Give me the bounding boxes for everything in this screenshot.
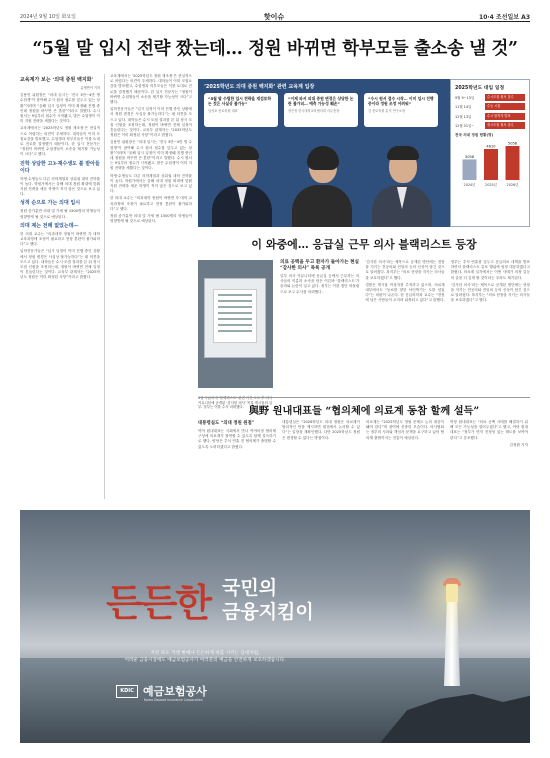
center-paragraph: 교육계에서는 ‘2025학년도 정원 재조정’은 현실적으로 어렵다는 의견이 우세하다. 대학들이 이미 모집요강을 발표했고, 수험생과 학부모들은 이를 토대로 진로를 결정했기 때문이다. 한 입시 전문가는 “정원이 바뀌면 수험생들이 소송을 제기할 가능성이 크다”고 했다. — [110, 74, 192, 105]
quota-year-label: 2025년 — [485, 183, 497, 188]
ad-small-line: 어려운 금융시장에도 예금보험공사가 여러분의 예금을 안전하게 보호하겠습니다. — [124, 658, 286, 663]
quota-bar — [463, 160, 477, 181]
photo-caption: 1일 구급차에 ‘블랙리스트’ 관련 사진 보도 후 의사 커뮤니티에 공개된 ‘감사한 의사’ 목록 게시물의 일부. 정부는 이를 수사 의뢰했다. — [198, 396, 273, 410]
left-lead-title: 교육계가 보는 ‘의대 증원 백지화’ — [20, 77, 94, 83]
left-paragraph: 김용민 위원장은 “의대 입시는 ‘전국 3만~4만 명 수험생’이 참여해 수시 원서 접수를 앞두고 있는 상황”이라며 “올해 입시 일정이 이미 확정돼 진행 중인데 정원을 바꾸면 큰 혼란”이라고 말했다. 수시 원서는 9일부터 접수가 시작됐고, 많은 수험생이 이미 지원 전략을 세웠다는 것이다. — [20, 93, 100, 124]
quote-text: “수시 원서 접수 시작… 이미 입시 진행 중이라 정원 조정 어려워” — [368, 96, 434, 106]
quote-speaker: 임성호 종로학원 대표 — [208, 109, 238, 113]
kdic-logo-mark: KDIC — [116, 685, 138, 698]
third-headline: 與野 원내대표들 “협의체에 의료계 동참 할께 설득” — [248, 405, 480, 417]
schedule-row — [455, 103, 525, 110]
ad-copy-line: 국민의 — [222, 577, 278, 599]
quote-bubble — [284, 93, 358, 127]
article-paragraph: 일부 의사 커뮤니티에 응급실 등에서 근무하는 의사들의 이름과 소속을 담은 이른바 ‘블랙리스트’가 올라와 논란이 일고 있다. 정부는 이를 집단 따돌림으로 보고 수사를 의뢰했다. — [280, 274, 360, 294]
article-column — [282, 420, 360, 502]
quota-value-label: 4610 — [486, 144, 496, 149]
left-byline: 유생연이 기자 — [80, 86, 100, 90]
article-column — [280, 260, 359, 392]
article-title: 의료 공백을 두고 환자가 돌아가는 현실 “감사한 의사” 목록 공개 — [280, 260, 359, 271]
center-paragraph: 정원 증가분만 의대 및 가세 될 1500명의 학생들이 영향받게 될 것으로 예상된다. — [110, 214, 192, 224]
schedule-event: 수능 시험 — [485, 103, 525, 110]
page-header — [20, 10, 530, 22]
quote-text: “5월 말 수립한 입시 전략을 재검토하는 것은 사실상 불가능” — [208, 96, 272, 106]
article-paragraph: 여야 원내대표는 국회에서 만나 여야의정 협의체 구성에 의료계가 참여할 수 있도록 함께 설득하기로 했다. 양당은 추석 연휴 전 협의체가 출범할 수 있도록 노력하겠다고 밝혔다. — [198, 429, 276, 449]
left-paragraph: 정원 증가분만 의대 및 가세 될 1500명의 학생들이 영향받게 될 것으로 예상된다. — [20, 209, 100, 219]
article-byline: 김정환 기자 — [509, 442, 528, 447]
left-subhead: 의대 제는 전례 없었는데— — [20, 222, 79, 229]
section-name: 핫이슈 — [263, 13, 285, 21]
ad-copy-line: 금융지킴이 — [222, 601, 314, 623]
schedule-row — [455, 122, 525, 129]
ad-handwritten-text: 든든한 — [106, 580, 211, 625]
kdic-logo-name: 예금보험공사 — [143, 685, 207, 698]
quote-speaker: 김 종로학원 분석 연구소장 — [368, 109, 405, 113]
second-headline: 이 와중에… 응급실 근무 의사 블랙리스트 등장 — [251, 238, 477, 251]
page-info: 10·4 조선일보 A3 — [479, 14, 530, 21]
issue-date: 2024년 9월 10일 화요일 — [20, 14, 77, 20]
article-column — [198, 420, 276, 502]
left-paragraph: 학생·수생들도 다른 의학계열과 상위권 대학 진학률이 높다. 학원가에서는 올해 의대 정원 확대에 맞춰 지원 전략을 세운 학생이 적지 않은 것으로 보고 있다. — [20, 176, 100, 197]
schedule-row — [455, 113, 525, 120]
speaker-portrait — [292, 149, 352, 227]
center-paragraph: 한 의대 교수는 “의과대학 정원이 바뀌면 각 대학 교육과정에 조정이 필요하고 현장 혼란이 불가피하다”고 했다. — [110, 196, 192, 211]
center-paragraph: 입학전문가들은 “입시 일정이 이미 진행 중인 상황에서 정원 변경은 사실상 불가능하다”는 데 의견을 모으고 있다. 대학들은 수시 모집 결과를 본 뒤 정시 모집 인원을 조정하는데, 정원이 바뀌면 전체 일정이 흔들린다는 것이다. 교육부 관계자는 “2025학년도 정원은 이미 확정된 사항”이라고 밝혔다. — [110, 107, 192, 138]
quota-year-label: 2024년 — [463, 183, 476, 188]
article-column — [366, 420, 444, 502]
left-paragraph: 한 의대 교수는 “의과대학 정원이 바뀌면 각 대학 교육과정에 조정이 필요하고 현장 혼란이 불가피하다”고 했다. — [20, 231, 100, 247]
center-column-article — [110, 74, 192, 499]
quota-chart — [455, 133, 525, 194]
article-column — [451, 260, 530, 392]
quota-bar — [506, 146, 520, 180]
quote-speaker: 정은정 한국대학교육협의회 사무총장 — [288, 109, 340, 113]
schedule-event: 수시 합격자 발표 — [485, 113, 525, 120]
ad-copy — [222, 576, 314, 624]
article-paragraph: 대통령실은 “2026학년도 의대 정원은 의료계가 합리적인 안을 제시하면 원점에서 논의할 수 있다”는 입장을 재확인했다. 다만 2025학년도 정원은 변경할 수 없다는 방침이다. — [282, 420, 360, 440]
article-paragraph: 경찰은 게시물 작성자를 추적하고 있으며, 의료계 내부에서도 “동료를 향한 낙인찍기는 도를 넘었다”는 비판이 나온다. 한 응급의학과 교수는 “현장에 남은 사람들이 오히려 위축되고 있다”고 말했다. — [365, 282, 445, 303]
quote-bubble — [204, 93, 278, 127]
quota-value-label: 5058 — [507, 141, 518, 146]
article-column — [450, 420, 528, 502]
ad-small-line: 지친 파도 거센 변에나 든든하게 바를 시키는 등대처럼, — [150, 651, 260, 656]
article-paragraph: 정부는 추석 연휴를 앞두고 응급의료 대책을 발표하면서 블랙리스트 유포 행위에 엄정 대응하겠다고 밝혔다. 의료계 일각에서는 이번 사태가 의정 갈등의 골을 더 깊게 할 것이라는 우려도 제기된다. — [450, 260, 530, 280]
left-subhead: 진학 상담한 고3·재수생도 불 받아들이다 — [20, 160, 100, 174]
infographic-title: ‘2025학년도 의대 증원 백지화’ 관련 교육계 입장 — [204, 84, 315, 90]
council-article — [198, 420, 530, 502]
center-paragraph: 김용민 위원장은 “의대 입시는 ‘전국 3만~4만 명 수험생’이 참여해 수시 원서 접수를 앞두고 있는 상황”이라며 “올해 입시 일정이 이미 확정돼 진행 중인데 정원을 바꾸면 큰 혼란”이라고 말했다. 수시 원서는 9일부터 접수가 시작됐고, 많은 수험생이 이미 지원 전략을 세웠다는 것이다. — [110, 140, 192, 171]
quota-bar — [484, 149, 498, 180]
left-subhead: 성적 순으로 가는 의대 입시 — [20, 200, 81, 207]
schedule-event: 수시모집 원서 접수 — [485, 94, 525, 101]
quota-value-label: 3058 — [464, 155, 475, 160]
quota-bar-chart — [455, 138, 527, 190]
quota-year-label: 2026년 — [506, 183, 519, 188]
quote-text: “이제 와서 의대 증원 변경은 상당한 논란 불가피… 예측 가능성 훼손” — [288, 96, 354, 106]
kdic-logo — [116, 683, 207, 702]
left-paragraph: 교육계에서는 ‘2025학년도 정원 재조정’은 현실적으로 어렵다는 의견이 우세하다. 대학들이 이미 모집요강을 발표했고, 수험생과 학부모들은 이를 토대로 진로를 결정했기 때문이다. 한 입시 전문가는 “정원이 바뀌면 수험생들이 소송을 제기할 가능성이 크다”고 했다. — [20, 126, 100, 157]
kdic-logo-english: Korea Deposit Insurance Corporation — [144, 698, 203, 702]
photo-frame — [204, 278, 266, 358]
article-lead: 대통령실도 “의대 정원 원점” — [198, 421, 255, 426]
lighthouse-light — [446, 584, 458, 602]
article-paragraph: 의료계는 “2025학년도 정원 문제도 논의 대상이 돼야 한다”며 참여에 신중한 모습이다. 의사협회는 정부의 사과와 책임자 문책을 요구하고 있어 협의체 출범까지는 진통이 예상된다. — [366, 420, 444, 440]
schedule-title: 2025학년도 대입 일정 — [455, 86, 505, 91]
speaker-portrait — [212, 149, 272, 227]
schedule-date: 12월 13일 — [455, 114, 472, 119]
quote-bubble — [364, 93, 438, 127]
article-paragraph: 여당 원내대표는 “의료 공백 사태를 해결하기 위해 모든 가능성을 열어두겠다”고 했고, 야당 원내대표는 “정부가 먼저 진정성 있는 태도를 보여야 한다”고 강조했다. — [450, 420, 528, 440]
lighthouse-icon — [444, 600, 460, 686]
blacklist-article — [280, 260, 530, 392]
admission-schedule-box — [450, 79, 530, 227]
article-paragraph: ‘감사한 의사’라는 제목으로 공개된 명단에는 현장을 지키는 전공의와 전임의 등의 신상이 담긴 것으로 알려졌다. 복지부는 “의료 현장을 지키는 의사들을 보호하겠다”고 했다. — [450, 282, 530, 303]
schedule-event: 정시모집 원서 접수 — [485, 122, 525, 129]
kdic-advertisement[interactable] — [20, 510, 530, 743]
schedule-date: 9월 9~13일 — [455, 96, 475, 100]
chart-title: 전국 의대 정원 현황(명) — [455, 133, 494, 138]
article-paragraph: ‘감사한 의사’라는 제목으로 공개된 명단에는 현장을 지키는 전공의와 전임의 등의 신상이 담긴 것으로 알려졌다. 복지부는 “의료 현장을 지키는 의사들을 보호하겠다”고 했다. — [365, 260, 445, 280]
left-column-article — [20, 74, 105, 499]
center-paragraph: 학생·수생들도 다른 의학계열과 상위권 대학 진학률이 높다. 학원가에서는 올해 의대 정원 확대에 맞춰 지원 전략을 세운 학생이 적지 않은 것으로 보고 있다. — [110, 173, 192, 194]
schedule-date: 11월 14일 — [455, 105, 472, 110]
main-headline: “5월 말 입시 전략 짰는데… 정원 바뀌면 학부모들 출소송 낼 것” — [32, 39, 518, 59]
schedule-date: 12월 31일~ — [455, 124, 475, 129]
ad-small-text — [60, 650, 350, 664]
schedule-row — [455, 94, 525, 101]
section-divider — [198, 397, 530, 398]
speaker-portrait — [372, 149, 432, 227]
news-photo — [198, 260, 273, 410]
article-column — [365, 260, 444, 392]
left-paragraph: 입학전문가들은 “입시 일정이 이미 진행 중인 상황에서 정원 변경은 사실상 불가능하다”는 데 의견을 모으고 있다. 대학들은 수시 모집 결과를 본 뒤 정시 모집 인원을 조정하는데, 정원이 바뀌면 전체 일정이 흔들린다는 것이다. 교육부 관계자는 “2025학년도 정원은 이미 확정된 사항”이라고 밝혔다. — [20, 249, 100, 280]
